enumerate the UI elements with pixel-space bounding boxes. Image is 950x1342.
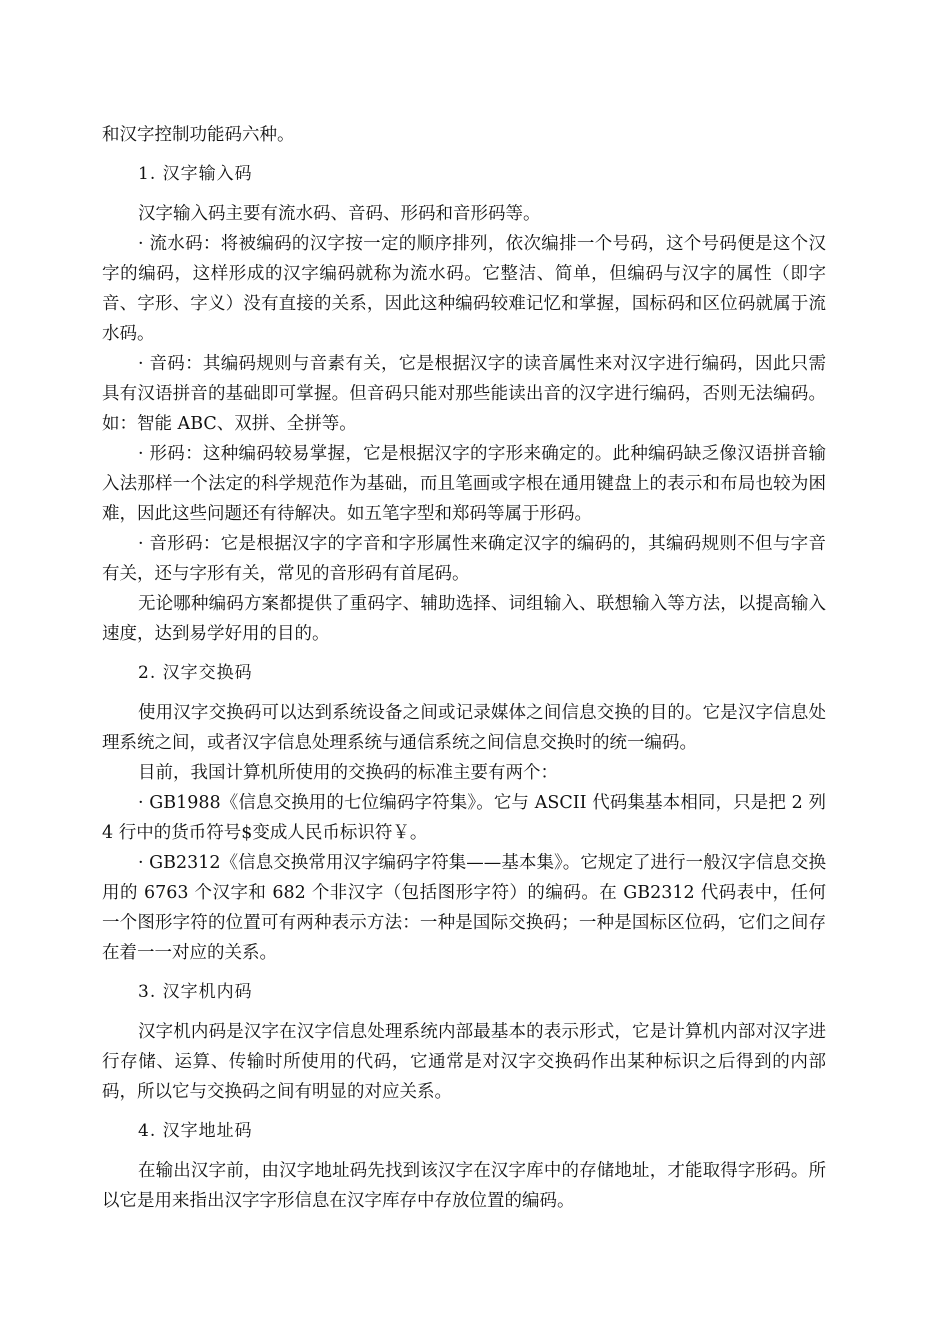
paragraph-gb2312: · GB2312《信息交换常用汉字编码字符集——基本集》。它规定了进行一般汉字信息交换用的 6763 个汉字和 682 个非汉字（包括图形字符）的编码。在 GB2312 代码表中，任何一个图形字符的位置可有两种表示方法：一种是国际交换码；一种是国标区位码，它们之间存在着一一对应的关系。 [102,853,826,963]
paragraph-internal-code: 汉字机内码是汉字在汉字信息处理系统内部最基本的表示形式，它是计算机内部对汉字进行存储、运算、传输时所使用的代码，它通常是对汉字交换码作出某种标识之后得到的内部码，所以它与交换码之间有明显的对应关系。 [102,1022,826,1102]
paragraph-phonetic-shape-code: · 音形码：它是根据汉字的字音和字形属性来确定汉字的编码的，其编码规则不但与字音有关，还与字形有关，常见的音形码有首尾码。 [102,534,826,584]
paragraph-exchange-standards: 目前，我国计算机所使用的交换码的标准主要有两个： [138,763,558,783]
paragraph-serial-code: · 流水码：将被编码的汉字按一定的顺序排列，依次编排一个号码，这个号码便是这个汉字的编码，这样形成的汉字编码就称为流水码。它整洁、简单，但编码与汉字的属性（即字音、字形、字义）没有直接的关系，因此这种编码较难记忆和掌握，国标码和区位码就属于流水码。 [102,234,826,344]
paragraph-exchange-code-intro: 使用汉字交换码可以达到系统设备之间或记录媒体之间信息交换的目的。它是汉字信息处理系统之间，或者汉字信息处理系统与通信系统之间信息交换时的统一编码。 [102,703,826,753]
document-body [102,120,826,1216]
paragraph-input-code-intro: 汉字输入码主要有流水码、音码、形码和音形码等。 [138,204,541,224]
section-heading-internal-code: 3. 汉字机内码 [138,982,253,1002]
section-heading-input-code: 1. 汉字输入码 [138,164,253,184]
paragraph-gb1988: · GB1988《信息交换用的七位编码字符集》。它与 ASCII 代码集基本相同，只是把 2 列 4 行中的货币符号$变成人民币标识符￥。 [102,793,826,843]
paragraph-input-methods-summary: 无论哪种编码方案都提供了重码字、辅助选择、词组输入、联想输入等方法，以提高输入速度，达到易学好用的目的。 [102,594,826,644]
section-heading-exchange-code: 2. 汉字交换码 [138,663,253,683]
paragraph-address-code: 在输出汉字前，由汉字地址码先找到该汉字在汉字库中的存储地址，才能取得字形码。所以它是用来指出汉字字形信息在汉字库存中存放位置的编码。 [102,1161,826,1211]
paragraph-phonetic-code: · 音码：其编码规则与音素有关，它是根据汉字的读音属性来对汉字进行编码，因此只需具有汉语拼音的基础即可掌握。但音码只能对那些能读出音的汉字进行编码，否则无法编码。如：智能 ABC、双拼、全拼等。 [102,354,826,434]
paragraph-shape-code: · 形码：这种编码较易掌握，它是根据汉字的字形来确定的。此种编码缺乏像汉语拼音输入法那样一个法定的科学规范作为基础，而且笔画或字根在通用键盘上的表示和布局也较为困难，因此这些问题还有待解决。如五笔字型和郑码等属于形码。 [102,444,826,524]
section-heading-address-code: 4. 汉字地址码 [138,1121,253,1141]
paragraph-continuation: 和汉字控制功能码六种。 [102,125,295,145]
